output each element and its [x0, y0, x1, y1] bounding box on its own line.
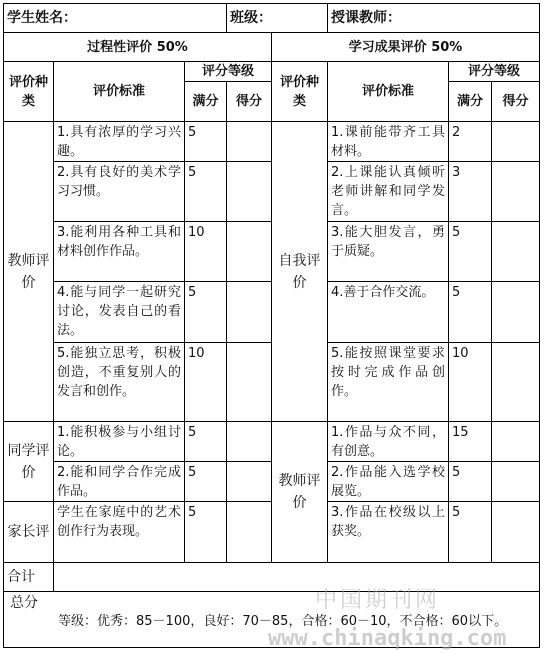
full-score: 5: [449, 222, 492, 282]
criteria-cell: 3.作品在校级以上获奖。: [328, 502, 449, 563]
criteria-cell: 1.具有浓厚的学习兴趣。: [54, 122, 185, 162]
score-cell[interactable]: [492, 122, 540, 162]
type-teacher-right: 教师评价: [272, 422, 328, 563]
full-score: 5: [185, 422, 227, 462]
col-type-left: 评价种类: [4, 62, 54, 122]
col-criteria-left: 评价标准: [54, 62, 185, 122]
col-score-right: 得分: [492, 82, 540, 122]
score-cell[interactable]: [492, 343, 540, 422]
full-score: 5: [185, 282, 227, 343]
full-score: 5: [185, 462, 227, 502]
criteria-cell: 5.能按照课堂要求按时完成作品创作。: [328, 343, 449, 422]
col-criteria-right: 评价标准: [328, 62, 449, 122]
total-value-cell[interactable]: [54, 563, 540, 592]
student-name-label: 学生姓名：: [7, 9, 77, 26]
score-cell[interactable]: [492, 422, 540, 462]
watermark-url: www.chinaqking.com: [268, 626, 507, 651]
type-teacher-left: 教师评价: [4, 122, 54, 422]
score-cell[interactable]: [227, 162, 272, 222]
teacher-label: 授课教师：: [331, 9, 401, 26]
score-cell[interactable]: [492, 282, 540, 343]
criteria-cell: 2.上课能认真倾听老师讲解和同学发言。: [328, 162, 449, 222]
criteria-cell: 1.课前能带齐工具材料。: [328, 122, 449, 162]
total-label: 合计: [4, 563, 54, 592]
col-type-right: 评价种类: [272, 62, 328, 122]
class-label: 班级：: [230, 9, 272, 26]
full-score: 5: [449, 462, 492, 502]
criteria-cell: 3.能利用各种工具和材料创作作品。: [54, 222, 185, 282]
score-cell[interactable]: [227, 502, 272, 563]
score-cell[interactable]: [227, 343, 272, 422]
class-cell: [227, 4, 328, 33]
criteria-cell: 学生在家庭中的艺术创作行为表现。: [54, 502, 185, 563]
full-score: 10: [185, 222, 227, 282]
full-score: 5: [449, 282, 492, 343]
criteria-cell: 1.能积极参与小组讨论。: [54, 422, 185, 462]
process-section-title: 过程性评价 50%: [4, 33, 272, 62]
score-cell[interactable]: [227, 122, 272, 162]
evaluation-table: [3, 3, 540, 648]
type-peer: 同学评价: [4, 422, 54, 502]
full-score: 15: [449, 422, 492, 462]
score-cell[interactable]: [492, 222, 540, 282]
criteria-cell: 4.善于合作交流。: [328, 282, 449, 343]
teacher-cell: [328, 4, 540, 33]
score-cell[interactable]: [492, 502, 540, 563]
score-cell[interactable]: [227, 462, 272, 502]
full-score: 5: [449, 502, 492, 563]
full-score: 2: [449, 122, 492, 162]
score-cell[interactable]: [227, 422, 272, 462]
score-cell[interactable]: [227, 222, 272, 282]
score-cell[interactable]: [227, 282, 272, 343]
result-section-title: 学习成果评价 50%: [272, 33, 540, 62]
col-score-left: 得分: [227, 82, 272, 122]
full-score: 10: [185, 343, 227, 422]
type-self: 自我评价: [272, 122, 328, 422]
full-score: 5: [185, 162, 227, 222]
full-score: 5: [185, 122, 227, 162]
full-score: 5: [185, 502, 227, 563]
grade-scale-text: 等级：优秀：85－100，良好：70－85，合格：60－10，不合格：60以下。: [58, 614, 508, 629]
criteria-cell: 4.能与同学一起研究讨论，发表自己的看法。: [54, 282, 185, 343]
criteria-cell: 3.能大胆发言，勇于质疑。: [328, 222, 449, 282]
col-grade-right: 评分等级: [449, 62, 540, 82]
criteria-cell: 2.作品能入选学校展览。: [328, 462, 449, 502]
type-parent: 家长评: [4, 502, 54, 563]
criteria-cell: 2.能和同学合作完成作品。: [54, 462, 185, 502]
col-full-left: 满分: [185, 82, 227, 122]
criteria-cell: 1.作品与众不同，有创意。: [328, 422, 449, 462]
watermark-logo: 中国期刊网: [315, 588, 441, 613]
criteria-cell: 2.具有良好的美术学习习惯。: [54, 162, 185, 222]
full-score: 3: [449, 162, 492, 222]
full-score: 10: [449, 343, 492, 422]
student-name-cell: [4, 4, 227, 33]
score-cell[interactable]: [492, 462, 540, 502]
criteria-cell: 5.能独立思考，积极创造，不重复别人的发言和创作。: [54, 343, 185, 422]
col-full-right: 满分: [449, 82, 492, 122]
score-cell[interactable]: [492, 162, 540, 222]
overall-label: 总分: [10, 595, 38, 611]
col-grade-left: 评分等级: [185, 62, 272, 82]
